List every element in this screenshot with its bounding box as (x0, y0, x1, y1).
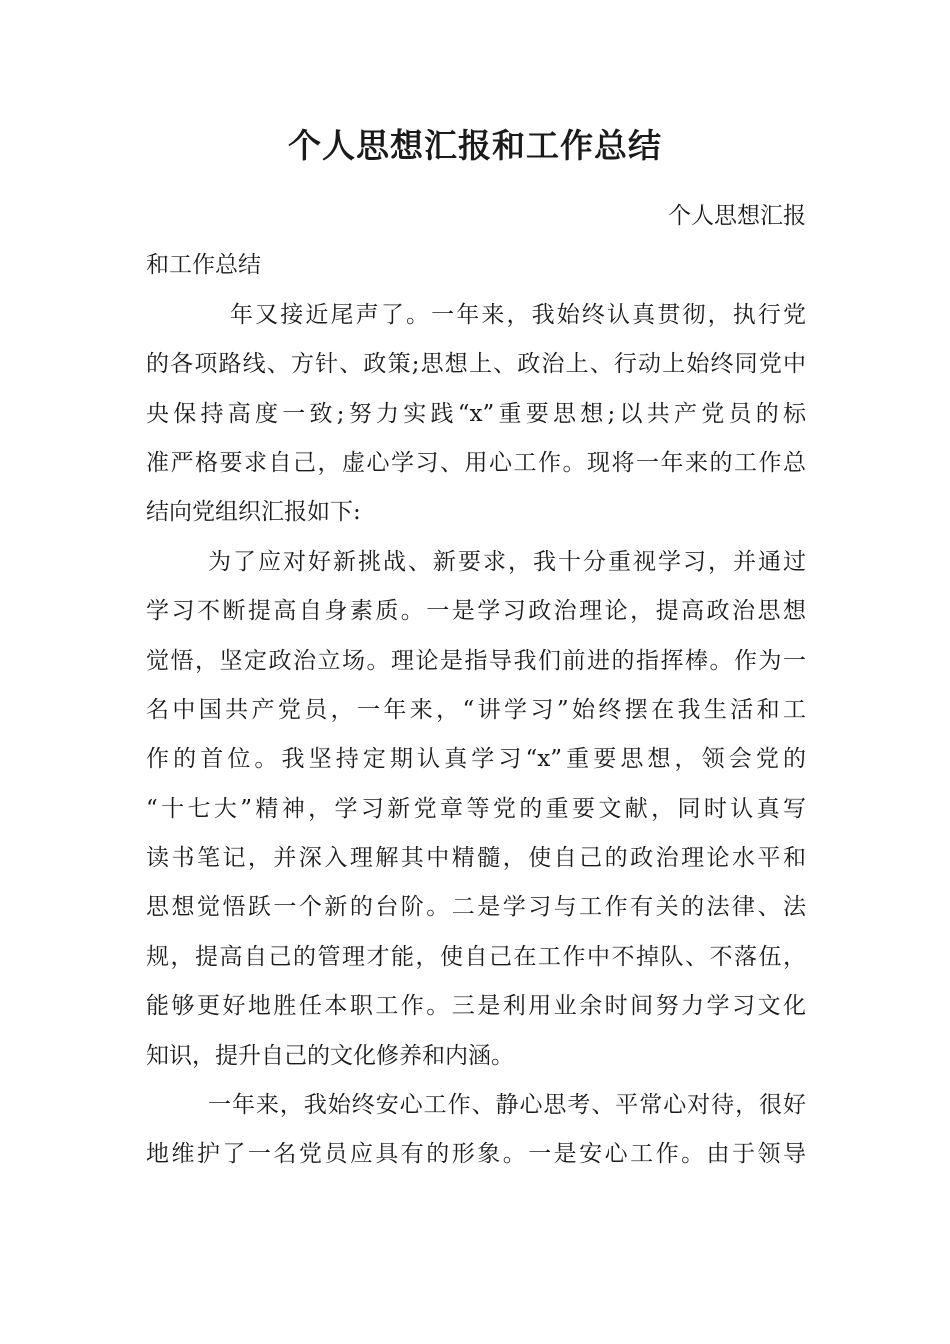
text-line: 学习不断提高自身素质。一是学习政治理论，提高政治思想 (146, 598, 806, 625)
text-line: 规，提高自己的管理才能，使自己在工作中不掉队、不落伍， (146, 943, 806, 970)
document-title: 个人思想汇报和工作总结 (288, 126, 662, 165)
text-line: 年又接近尾声了。一年来，我始终认真贯彻，执行党 (230, 301, 806, 328)
text-line: 的各项路线、方针、政策;思想上、政治上、行动上始终同党中 (146, 351, 806, 378)
text-line: 觉悟，坚定政治立场。理论是指导我们前进的指挥棒。作为一 (146, 647, 806, 674)
text-line: 名中国共产党员，一年来，“讲学习”始终摆在我生活和工 (146, 696, 806, 723)
text-line: 为了应对好新挑战、新要求，我十分重视学习，并通过 (208, 548, 806, 575)
text-line: 读书笔记，并深入理解其中精髓，使自己的政治理论水平和 (146, 845, 806, 872)
text-line: 能够更好地胜任本职工作。三是利用业余时间努力学习文化 (146, 993, 806, 1020)
text-line: 知识，提升自己的文化修养和内涵。 (146, 1042, 514, 1069)
text-line: 央保持高度一致;努力实践“x”重要思想;以共产党员的标 (146, 400, 806, 427)
text-line: 和工作总结 (146, 252, 261, 279)
text-line: 思想觉悟跃一个新的台阶。二是学习与工作有关的法律、法 (146, 894, 806, 921)
text-line: 地维护了一名党员应具有的形象。一是安心工作。由于领导 (146, 1141, 806, 1168)
text-line: 个人思想汇报 (668, 203, 806, 229)
document-body (146, 192, 806, 1180)
text-line: 准严格要求自己，虚心学习、用心工作。现将一年来的工作总 (146, 449, 806, 476)
text-line: 结向党组织汇报如下: (146, 499, 361, 526)
text-line: 作的首位。我坚持定期认真学习“x”重要思想，领会党的 (146, 746, 806, 773)
text-line: “十七大”精神，学习新党章等党的重要文献，同时认真写 (146, 795, 806, 822)
text-line: 一年来，我始终安心工作、静心思考、平常心对待，很好 (208, 1092, 806, 1119)
